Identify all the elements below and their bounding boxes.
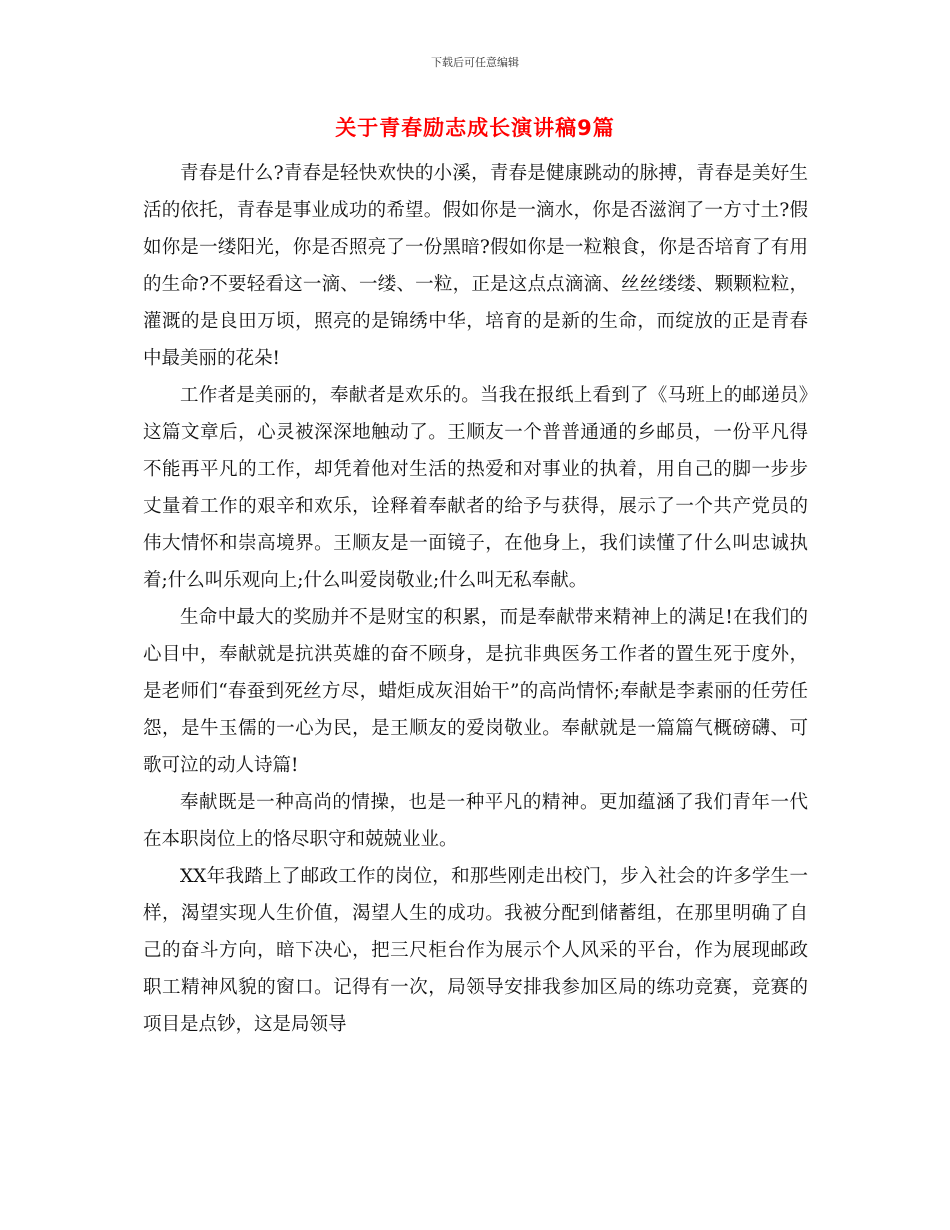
header-note: 下载后可任意编辑 bbox=[431, 56, 519, 69]
paragraph: XX年我踏上了邮政工作的岗位，和那些刚走出校门，步入社会的许多学生一样，渴望实现人生价值，渴望人生的成功。我被分配到储蓄组，在那里明确了自己的奋斗方向，暗下决心，把三尺柜台作为展示个人风采的平台，作为展现邮政职工精神风貌的窗口。记得有一次，局领导安排我参加区局的练功竞赛，竞赛的项目是点钞，这是局领导 bbox=[143, 866, 808, 1035]
paragraph: 奉献既是一种高尚的情操，也是一种平凡的精神。更加蕴涵了我们青年一代在本职岗位上的恪尽职守和兢兢业业。 bbox=[143, 792, 808, 850]
paragraph: 青春是什么?青春是轻快欢快的小溪，青春是健康跳动的脉搏，青春是美好生活的依托，青春是事业成功的希望。假如你是一滴水，你是否滋润了一方寸土?假如你是一缕阳光，你是否照亮了一份黑暗?假如你是一粒粮食，你是否培育了有用的生命?不要轻看这一滴、一缕、一粒，正是这点点滴滴、丝丝缕缕、颗颗粒粒，灌溉的是良田万顷，照亮的是锦绣中华，培育的是新的生命，而绽放的正是青春中最美丽的花朵! bbox=[143, 163, 808, 369]
paragraph: 工作者是美丽的，奉献者是欢乐的。当我在报纸上看到了《马班上的邮递员》这篇文章后，心灵被深深地触动了。王顺友一个普普通通的乡邮员，一份平凡得不能再平凡的工作，却凭着他对生活的热爱和对事业的执着，用自己的脚一步步丈量着工作的艰辛和欢乐，诠释着奉献者的给予与获得，展示了一个共产党员的伟大情怀和崇高境界。王顺友是一面镜子，在他身上，我们读懂了什么叫忠诚执着;什么叫乐观向上;什么叫爱岗敬业;什么叫无私奉献。 bbox=[143, 385, 808, 591]
document-body bbox=[143, 155, 808, 1043]
document-title: 关于青春励志成长演讲稿9篇 bbox=[335, 116, 615, 140]
paragraph: 生命中最大的奖励并不是财宝的积累，而是奉献带来精神上的满足!在我们的心目中，奉献就是抗洪英雄的奋不顾身，是抗非典医务工作者的置生死于度外，是老师们“春蚕到死丝方尽，蜡炬成灰泪始干”的高尚情怀;奉献是李素丽的任劳任怨，是牛玉儒的一心为民，是王顺友的爱岗敬业。奉献就是一篇篇气概磅礴、可歌可泣的动人诗篇! bbox=[143, 607, 808, 776]
